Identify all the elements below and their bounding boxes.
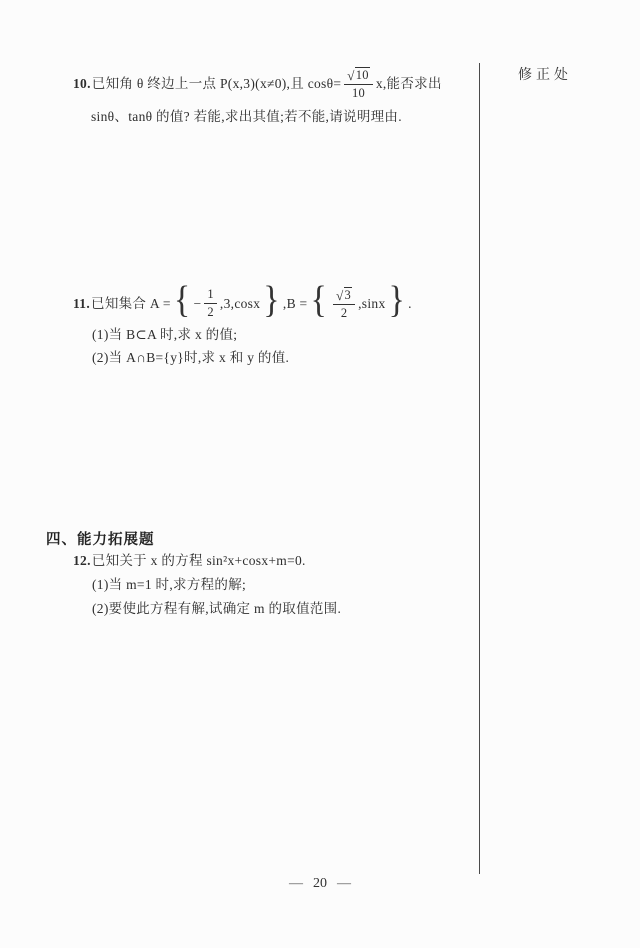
problem-10-number: 10. [73,75,91,91]
problem-11-item-2 [92,348,289,367]
fraction-1-over-2 [204,288,217,318]
sentence-period: . [408,295,412,311]
problem-11-number: 11. [73,295,91,311]
problem-12-line-1 [73,551,306,570]
page-footer [0,876,640,892]
right-brace: } [388,279,406,321]
fraction-sqrt10-over-10 [344,67,373,99]
fraction-sqrt3-over-2 [333,287,355,319]
problem-12-item-1-text: (1)当 m=1 时,求方程的解; [92,577,247,592]
problem-10-text-post: x,能否求出 [375,75,442,91]
minus-sign: − [193,295,202,311]
correction-area-label: 修正处 [518,68,572,83]
fraction-denominator: 2 [340,305,348,320]
problem-11-item-1 [92,325,237,344]
set-a-elements: ,3,cosx [219,295,261,311]
problem-12-item-2-text: (2)要使此方程有解,试确定 m 的取值范围. [92,601,342,616]
fraction-numerator [333,287,355,305]
problem-10-line-1 [73,60,442,106]
set-b-elements: ,sinx [358,295,386,311]
left-brace: { [310,279,328,321]
problem-10-text-pre: 已知角 θ 终边上一点 P(x,3)(x≠0),且 cosθ= [91,75,342,91]
radical-sign-icon: √ [336,287,344,303]
problem-11-item-1-text: (1)当 B⊂A 时,求 x 的值; [92,327,238,342]
footer-dash-left: — [289,876,303,891]
left-brace: { [173,279,191,321]
problem-11-item-2-text: (2)当 A∩B={y}时,求 x 和 y 的值. [92,350,290,365]
radical-sign-icon: √ [347,67,355,83]
problem-12-item-1 [92,575,246,594]
footer-dash-right: — [337,876,351,891]
fraction-denominator: 2 [207,304,214,319]
radicand: 3 [344,288,352,302]
margin-divider-line [479,63,480,874]
problem-10-line-2-text: sinθ、tanθ 的值? 若能,求出其值;若不能,请说明理由. [91,109,402,124]
problem-12-number: 12. [73,553,91,568]
problem-11-line-1 [73,279,412,327]
section-4-heading: 四、能力拓展题 [46,532,155,548]
problem-12-line-1-text: 已知关于 x 的方程 sin²x+cosx+m=0. [91,553,306,568]
fraction-numerator [344,67,373,85]
problem-11-text-pre: 已知集合 A = [91,295,171,311]
problem-10-line-2 [91,107,402,126]
radicand: 10 [355,68,369,82]
right-brace: } [263,279,280,321]
fraction-numerator: 1 [204,288,217,304]
between-sets-text: ,B = [282,295,308,311]
fraction-denominator: 10 [352,85,366,100]
problem-12-item-2 [92,599,341,618]
page-number: 20 [313,876,327,891]
